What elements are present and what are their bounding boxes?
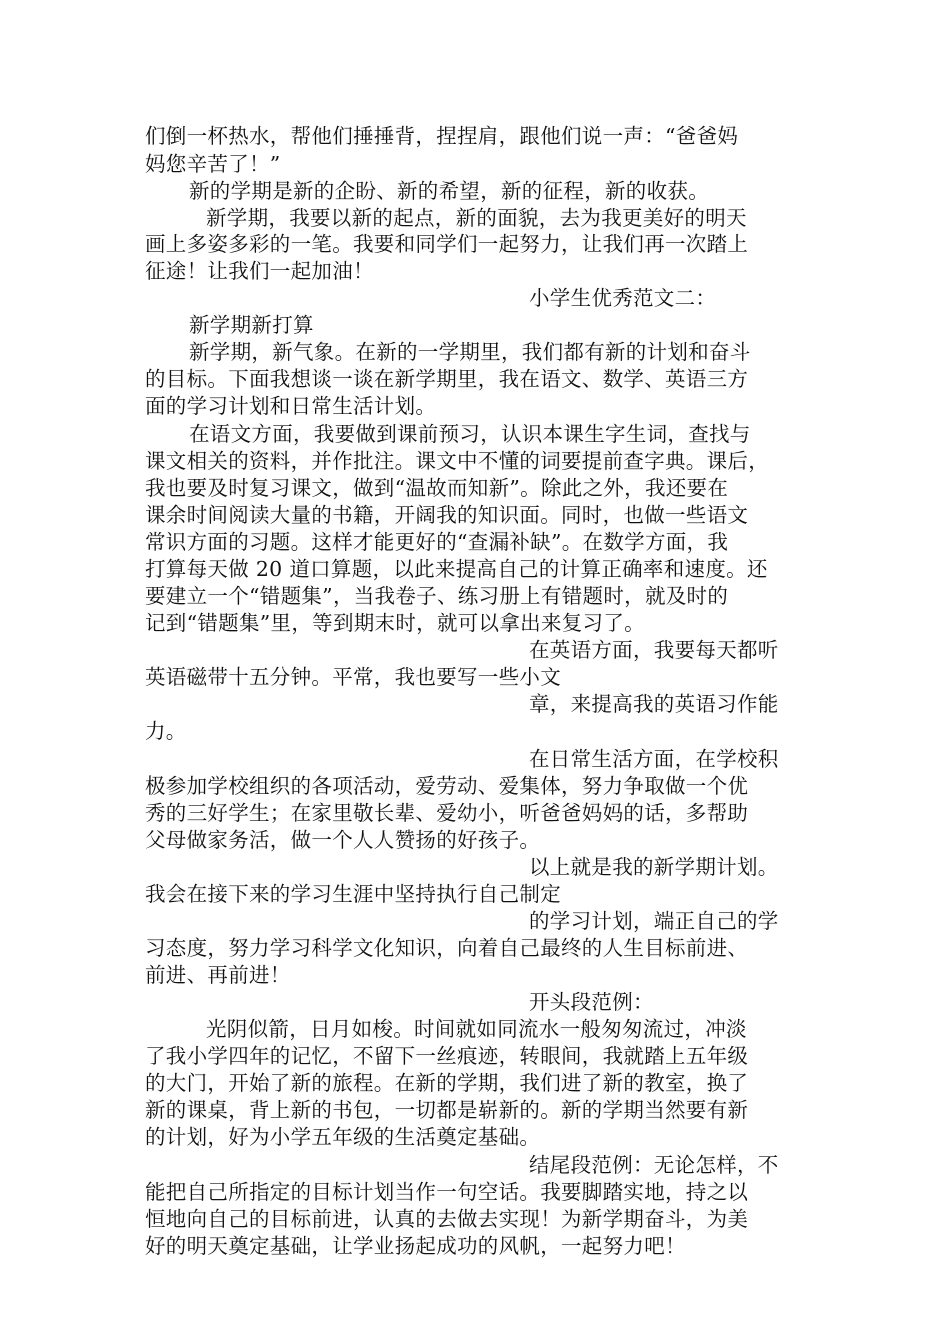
text-line: 妈您辛苦了！” xyxy=(145,152,281,176)
text-line: 秀的三好学生；在家里敬长辈、爱幼小，听爸爸妈妈的话，多帮助 xyxy=(145,801,749,825)
text-line: 我也要及时复习课文，做到“温故而知新”。除此之外，我还要在 xyxy=(145,476,729,500)
text-line: 打算每天做 20 道口算题，以此来提高自己的计算正确率和速度。还 xyxy=(145,557,768,581)
text-line: 能把自己所指定的目标计划当作一句空话。我要脚踏实地，持之以 xyxy=(145,1180,749,1204)
text-line: 了我小学四年的记忆，不留下一丝痕迹，转眼间，我就踏上五年级 xyxy=(145,1044,749,1068)
text-line: 课文相关的资料，并作批注。课文中不懂的词要提前查字典。课后， xyxy=(145,449,769,473)
text-line: 画上多姿多彩的一笔。我要和同学们一起努力，让我们再一次踏上 xyxy=(145,232,749,256)
text-line: 我会在接下来的学习生涯中坚持执行自己制定 xyxy=(145,882,561,906)
essay-title: 新学期新打算 xyxy=(189,313,314,337)
section-heading: 小学生优秀范文二： xyxy=(529,286,717,310)
text-line: 新的学期是新的企盼、新的希望，新的征程，新的收获。 xyxy=(189,179,709,203)
text-line: 习态度，努力学习科学文化知识，向着自己最终的人生目标前进、 xyxy=(145,936,749,960)
text-line: 在英语方面，我要每天都听 xyxy=(529,638,779,662)
text-line: 父母做家务活，做一个人人赞扬的好孩子。 xyxy=(145,828,541,852)
text-line: 以上就是我的新学期计划。 xyxy=(529,855,779,879)
text-line: 新学期，新气象。在新的一学期里，我们都有新的计划和奋斗 xyxy=(189,340,751,364)
text-line: 课余时间阅读大量的书籍，开阔我的知识面。同时，也做一些语文 xyxy=(145,503,749,527)
text-line: 们倒一杯热水，帮他们捶捶背，捏捏肩，跟他们说一声：“爸爸妈 xyxy=(145,124,739,148)
text-line: 英语磁带十五分钟。平常，我也要写一些小文 xyxy=(145,665,561,689)
text-line: 的目标。下面我想谈一谈在新学期里，我在语文、数学、英语三方 xyxy=(145,367,749,391)
text-line: 前进、再前进！ xyxy=(145,963,291,987)
text-line: 在日常生活方面，在学校积 xyxy=(529,747,779,771)
text-line: 新学期，我要以新的起点，新的面貌，去为我更美好的明天 xyxy=(206,206,747,230)
text-line: 的学习计划，端正自己的学 xyxy=(529,909,779,933)
section-heading: 结尾段范例：无论怎样，不 xyxy=(529,1153,779,1177)
text-line: 记到“错题集”里，等到期末时，就可以拿出来复习了。 xyxy=(145,611,645,635)
text-line: 在语文方面，我要做到课前预习，认识本课生字生词，查找与 xyxy=(189,422,751,446)
text-line: 要建立一个“错题集”，当我卷子、练习册上有错题时，就及时的 xyxy=(145,584,729,608)
section-heading: 开头段范例： xyxy=(529,990,654,1014)
text-line: 好的明天奠定基础，让学业扬起成功的风帆，一起努力吧！ xyxy=(145,1234,686,1258)
text-line: 的计划，好为小学五年级的生活奠定基础。 xyxy=(145,1125,541,1149)
text-line: 恒地向自己的目标前进，认真的去做去实现！为新学期奋斗，为美 xyxy=(145,1207,749,1231)
text-line: 新的课桌，背上新的书包，一切都是崭新的。新的学期当然要有新 xyxy=(145,1098,749,1122)
text-line: 的大门，开始了新的旅程。在新的学期，我们进了新的教室，换了 xyxy=(145,1071,749,1095)
text-line: 征途！让我们一起加油！ xyxy=(145,259,374,283)
text-line: 常识方面的习题。这样才能更好的“查漏补缺”。在数学方面，我 xyxy=(145,530,729,554)
text-line: 面的学习计划和日常生活计划。 xyxy=(145,394,437,418)
text-line: 章，来提高我的英语习作能 xyxy=(529,692,779,716)
text-line: 光阴似箭，日月如梭。时间就如同流水一般匆匆流过，冲淡 xyxy=(206,1017,747,1041)
text-line: 力。 xyxy=(145,719,187,743)
text-line: 极参加学校组织的各项活动，爱劳动、爱集体，努力争取做一个优 xyxy=(145,774,749,798)
